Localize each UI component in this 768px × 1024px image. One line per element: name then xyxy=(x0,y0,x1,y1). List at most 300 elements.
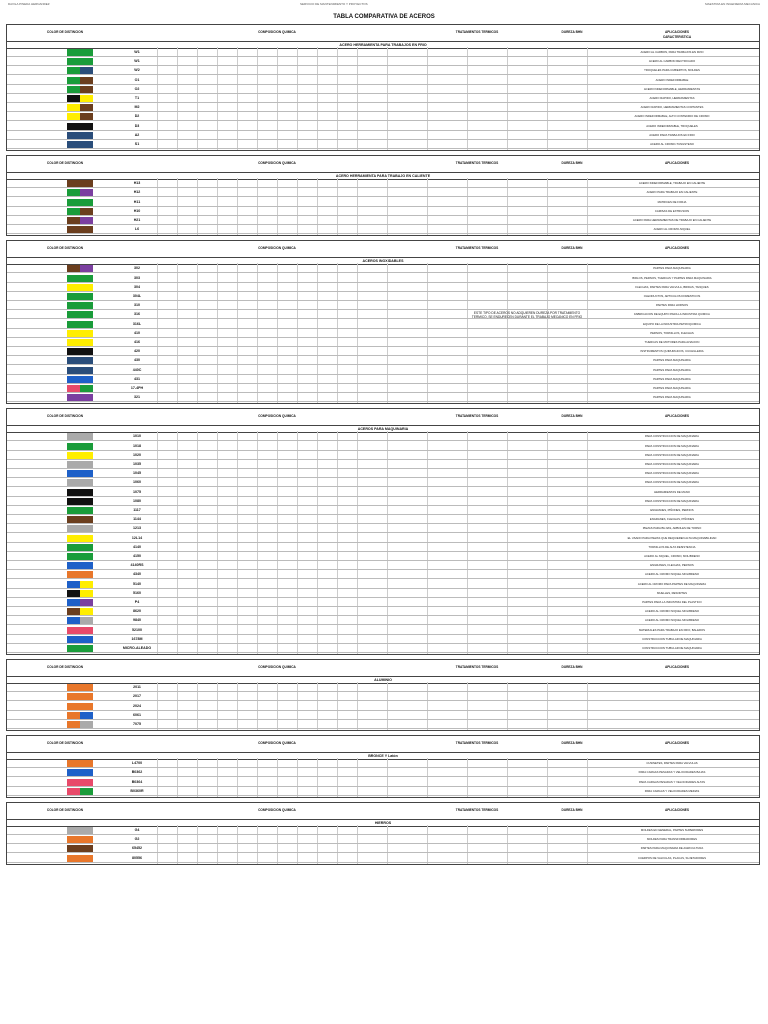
column-header: COLOR DE DISTINCION xyxy=(46,808,84,812)
application-text: FLECHAS, PARTES PARA VALVULA, BRIDAS, TANQUES xyxy=(635,284,709,289)
column-header: APLICACIONES xyxy=(664,665,690,670)
section-title: BRONCE Y Latón xyxy=(7,752,759,760)
steel-code: W2 xyxy=(134,68,140,73)
steel-code: M2 xyxy=(134,105,140,110)
color-swatch xyxy=(80,376,93,383)
color-swatch xyxy=(67,385,80,392)
column-header: COMPOSICION QUIMICA xyxy=(258,665,296,670)
column-header: COLOR DE DISTINCION xyxy=(46,30,84,34)
steel-code: MICRO-ALEADO xyxy=(122,645,152,650)
color-swatch xyxy=(67,113,80,120)
column-header: APLICACIONES xyxy=(664,30,690,34)
table-row xyxy=(7,759,759,768)
steel-code: 310 xyxy=(134,303,140,308)
steel-code: 1213 xyxy=(133,526,141,531)
application-text: PARA CONSTRUCCION DE MAQUINARIA xyxy=(644,452,700,457)
section-table xyxy=(6,802,760,865)
column-header: COLOR DE DISTINCION xyxy=(46,414,84,419)
color-swatch xyxy=(67,293,80,300)
color-swatch xyxy=(67,452,80,459)
application-text: CUSINETES, PARTES PARA VALVULAS xyxy=(646,761,698,766)
table-row xyxy=(7,112,759,121)
color-swatch xyxy=(80,855,93,862)
table-row xyxy=(7,460,759,469)
color-swatch xyxy=(67,321,80,328)
color-swatch xyxy=(80,275,93,282)
color-swatch xyxy=(80,712,93,719)
steel-code: 52100 xyxy=(132,627,142,632)
color-swatch xyxy=(67,284,80,291)
table-row xyxy=(7,292,759,301)
application-text: MATERIALES PARA TRABAJO EN FRIO, BALEROS xyxy=(638,627,706,632)
color-swatch xyxy=(67,376,80,383)
steel-code: 303 xyxy=(134,275,140,280)
color-swatch xyxy=(67,357,80,364)
color-swatch xyxy=(80,836,93,843)
color-swatch xyxy=(67,489,80,496)
color-swatch xyxy=(67,571,80,578)
table-row xyxy=(7,683,759,692)
color-swatch xyxy=(80,49,93,56)
application-text: MUELLES, RESORTES xyxy=(657,590,687,595)
color-swatch xyxy=(80,367,93,374)
table-row xyxy=(7,616,759,625)
color-swatch xyxy=(80,141,93,148)
color-swatch xyxy=(80,608,93,615)
color-swatch xyxy=(67,104,80,111)
steel-code: 2017 xyxy=(133,694,141,699)
column-header: DUREZA BHN xyxy=(561,161,583,166)
column-header: APLICACIONES xyxy=(664,808,690,812)
steel-code: O2 xyxy=(134,86,140,91)
color-swatch xyxy=(80,636,93,643)
steel-code: H12 xyxy=(133,190,141,195)
steel-code: D3 xyxy=(134,123,140,128)
color-swatch xyxy=(80,385,93,392)
steel-code: 1018 xyxy=(133,443,141,448)
table-row xyxy=(7,301,759,310)
color-swatch xyxy=(80,617,93,624)
color-swatch xyxy=(80,645,93,652)
column-header: COMPOSICION QUIMICA xyxy=(258,30,296,34)
application-text: ACERO PARA TRABAJOS EN FRIO xyxy=(649,132,695,137)
column-header: DUREZA BHN xyxy=(561,808,583,812)
application-text: TUERCAS DE MOTORES PARA AVIACION xyxy=(644,339,700,344)
column-header: APLICACIONES xyxy=(664,741,690,746)
color-swatch xyxy=(67,141,80,148)
table-row xyxy=(7,711,759,720)
table-row xyxy=(7,188,759,197)
steel-code: 431 xyxy=(134,376,140,381)
table-row xyxy=(7,131,759,140)
section-title: ACERO HERRAMIENTA PARA TRABAJOS EN FRIO xyxy=(7,41,759,49)
application-text: ACERO PARA TRABAJO EN CALIENTE xyxy=(646,190,698,195)
steel-code: H11 xyxy=(133,199,141,204)
application-text: PARA CONSTRUCCION DE MAQUINARIA xyxy=(644,461,700,466)
application-text: PARTES PARA MAQUINARIA xyxy=(653,358,691,363)
color-swatch xyxy=(80,443,93,450)
color-swatch xyxy=(67,553,80,560)
column-header: COLOR DE DISTINCION xyxy=(46,161,84,166)
color-swatch xyxy=(80,284,93,291)
stainless-note: ESTE TIPO DE ACEROS NO ADQUIEREN DUREZA POR TRATAMIENTO TERMICO, SE ENDURECEN DURANTE EL TRABAJO MECANICO EN FRIO xyxy=(471,311,583,320)
color-swatch xyxy=(67,199,80,206)
steel-code: 6061 xyxy=(133,712,141,717)
table-row xyxy=(7,598,759,607)
color-swatch xyxy=(80,67,93,74)
table-row xyxy=(7,432,759,441)
color-swatch xyxy=(80,339,93,346)
color-swatch xyxy=(67,132,80,139)
steel-code: 4150 xyxy=(133,553,141,558)
color-swatch xyxy=(80,571,93,578)
steel-code: 304L xyxy=(132,293,142,298)
section-title: ACEROS PARA MAQUINARIA xyxy=(7,425,759,433)
application-text: CONSTRUCCION TUBULAR DE MAQUINARIA xyxy=(642,645,702,650)
table-row xyxy=(7,826,759,835)
table-row xyxy=(7,580,759,589)
application-text: PARTES PARA LA INDUSTRIA DEL PLASTICO xyxy=(642,599,702,604)
color-swatch xyxy=(67,433,80,440)
application-text: MATRICES DE FORJA xyxy=(657,199,687,204)
steel-code: 2024 xyxy=(133,703,141,708)
application-text: ACERO RAPIDO, HERRAMIENTAS xyxy=(649,96,695,100)
color-swatch xyxy=(67,77,80,84)
color-swatch xyxy=(80,525,93,532)
steel-code: 7075 xyxy=(133,721,141,726)
table-row xyxy=(7,497,759,506)
application-text: PARA CARGAS PESADAS Y VELOCIDADES BAJAS xyxy=(638,770,706,775)
color-swatch xyxy=(80,180,93,187)
application-text: HERRAMIENTAS DE MANO xyxy=(654,489,690,494)
column-header: COMPOSICION QUIMICA xyxy=(258,741,296,746)
color-swatch xyxy=(67,636,80,643)
color-swatch xyxy=(80,684,93,691)
column-header: TRATAMIENTOS TERMICOS xyxy=(455,741,499,746)
document-title: TABLA COMPARATIVA DE ACEROS xyxy=(333,14,435,20)
color-swatch xyxy=(80,217,93,224)
application-text: PERNOS, TORNILLOS, FLECHAS xyxy=(650,330,694,335)
application-text: ENGRANES, FLECHAS, PIÑONES xyxy=(649,517,695,522)
color-swatch xyxy=(67,275,80,282)
table-row xyxy=(7,393,759,402)
application-text: ACERO AL CROMO NIQUEL MOLIBDENO xyxy=(644,572,700,577)
color-swatch xyxy=(67,311,80,318)
color-swatch xyxy=(80,330,93,337)
steel-code: L4700 xyxy=(131,761,143,766)
color-swatch xyxy=(80,394,93,401)
column-header: TRATAMIENTOS TERMICOS xyxy=(455,414,499,419)
color-swatch xyxy=(67,693,80,700)
application-text: PARA CONSTRUCCION DE MAQUINARIA xyxy=(644,443,700,448)
color-swatch xyxy=(67,712,80,719)
color-swatch xyxy=(67,845,80,852)
color-swatch xyxy=(80,302,93,309)
column-header: APLICACIONES xyxy=(664,414,690,419)
column-header: TRATAMIENTOS TERMICOS xyxy=(455,246,499,251)
column-header: APLICACIONES xyxy=(664,161,690,166)
section-table xyxy=(6,24,760,151)
color-swatch xyxy=(67,608,80,615)
table-row xyxy=(7,122,759,131)
color-swatch xyxy=(67,544,80,551)
table-row xyxy=(7,552,759,561)
color-swatch xyxy=(67,684,80,691)
steel-code: 304 xyxy=(134,284,140,289)
color-swatch xyxy=(67,562,80,569)
color-swatch xyxy=(80,760,93,767)
color-swatch xyxy=(80,769,93,776)
column-header: COMPOSICION QUIMICA xyxy=(258,414,296,419)
color-swatch xyxy=(67,599,80,606)
steel-code: L6 xyxy=(134,227,140,232)
table-row xyxy=(7,515,759,524)
color-swatch xyxy=(67,443,80,450)
table-row xyxy=(7,543,759,552)
column-header: DUREZA BHN xyxy=(561,414,583,419)
table-row xyxy=(7,140,759,149)
table-row xyxy=(7,506,759,515)
column-header: COLOR DE DISTINCION xyxy=(46,246,84,251)
section-title: ACEROS INOXIDABLES xyxy=(7,257,759,265)
application-text: ACERO RAPIDO, HERRAMIENTAS CORTANTES xyxy=(640,105,704,110)
color-swatch xyxy=(80,293,93,300)
steel-code: 4140 xyxy=(133,544,141,549)
steel-code: 12L14 xyxy=(131,535,143,540)
table-row xyxy=(7,607,759,616)
color-swatch xyxy=(67,49,80,56)
application-text: FABRICACION DE EQUIPO PARA LA INDUSTRIA QUIMICA xyxy=(634,312,710,317)
color-swatch xyxy=(80,721,93,728)
table-row xyxy=(7,854,759,863)
table-row xyxy=(7,384,759,393)
application-text: ENGRANES, PIÑONES, PERNOS xyxy=(650,507,694,512)
color-swatch xyxy=(67,217,80,224)
header-left: DAVILA PINEDA HERNANDEZ xyxy=(8,2,50,6)
color-swatch xyxy=(80,507,93,514)
color-swatch xyxy=(80,199,93,206)
table-row xyxy=(7,644,759,653)
steel-code: A2 xyxy=(134,132,140,137)
application-text: PARTES PARA MAQUINARIA xyxy=(653,266,691,271)
color-swatch xyxy=(67,470,80,477)
steel-code: B0360R xyxy=(130,788,144,793)
application-text: PARTES PARA MAQUINARIA xyxy=(653,367,691,372)
color-swatch xyxy=(80,113,93,120)
color-swatch xyxy=(80,562,93,569)
table-row xyxy=(7,85,759,94)
application-text: ACERO AL CROMO NIQUEL MOLIBDENO xyxy=(644,618,700,623)
column-header: TRATAMIENTOS TERMICOS xyxy=(455,808,499,812)
color-swatch xyxy=(67,507,80,514)
table-row xyxy=(7,692,759,701)
header-center: SERVICIO DE MANTENIMIENTO Y PROYECTOS xyxy=(300,2,368,6)
section-title: ALUMINIO xyxy=(7,676,759,684)
color-swatch xyxy=(80,123,93,130)
application-text: PARA CONSTRUCCION DE MAQUINARIA xyxy=(644,434,700,439)
color-swatch xyxy=(67,180,80,187)
color-swatch xyxy=(80,788,93,795)
color-swatch xyxy=(80,479,93,486)
color-swatch xyxy=(67,617,80,624)
table-row xyxy=(7,561,759,570)
column-header: COLOR DE DISTINCION xyxy=(46,665,84,670)
application-text: ACERO INDEFORMABLE, ALTO CONTENIDO DE CROMO xyxy=(634,114,710,119)
steel-code: H21 xyxy=(133,217,141,222)
color-swatch xyxy=(67,836,80,843)
color-swatch xyxy=(80,693,93,700)
application-text: PARA CONSTRUCCION DE MAQUINARIA xyxy=(644,498,700,503)
color-swatch xyxy=(67,827,80,834)
color-swatch xyxy=(67,348,80,355)
application-text: TROQUELES PARA CUBIERTOS, MOLDES xyxy=(644,68,700,73)
color-swatch xyxy=(80,553,93,560)
section-table xyxy=(6,735,760,798)
color-swatch xyxy=(80,208,93,215)
color-swatch xyxy=(67,226,80,233)
steel-code: 4340 xyxy=(133,572,141,577)
color-swatch xyxy=(80,86,93,93)
section-table xyxy=(6,408,760,655)
table-row xyxy=(7,635,759,644)
steel-code: 410 xyxy=(134,330,140,335)
steel-code: B0362 xyxy=(131,770,143,775)
color-swatch xyxy=(80,461,93,468)
color-swatch xyxy=(67,535,80,542)
steel-code: W1 xyxy=(134,50,140,54)
column-header: TRATAMIENTOS TERMICOS xyxy=(455,665,499,670)
table-row xyxy=(7,626,759,635)
steel-code: 316L xyxy=(132,321,142,326)
steel-code: H13 xyxy=(133,181,141,186)
color-swatch xyxy=(67,302,80,309)
color-swatch xyxy=(80,590,93,597)
steel-code: S1 xyxy=(134,142,140,146)
table-row xyxy=(7,778,759,787)
table-row xyxy=(7,264,759,273)
steel-code: W1 xyxy=(134,59,140,64)
color-swatch xyxy=(80,599,93,606)
table-row xyxy=(7,320,759,329)
steel-code: 9840 xyxy=(133,618,141,623)
steel-code: 430 xyxy=(134,358,140,363)
column-header: COMPOSICION QUIMICA xyxy=(258,246,296,251)
table-row xyxy=(7,702,759,711)
color-swatch xyxy=(80,58,93,65)
section-table xyxy=(6,240,760,404)
section-title: HIERROS xyxy=(7,819,759,827)
color-swatch xyxy=(67,339,80,346)
table-row xyxy=(7,103,759,112)
column-header: DUREZA BHN xyxy=(561,741,583,746)
color-swatch xyxy=(67,581,80,588)
steel-code: 4140RS xyxy=(130,563,144,568)
application-text: ACERO INDEFORMABLE xyxy=(655,77,689,82)
table-row xyxy=(7,274,759,283)
table-row xyxy=(7,207,759,216)
application-text: ACERO AL CROMO NIQUEL MOLIBDENO xyxy=(644,609,700,614)
color-swatch xyxy=(67,95,80,102)
table-row xyxy=(7,442,759,451)
steel-code: 1075 xyxy=(133,489,141,494)
steel-code: 416 xyxy=(134,339,140,344)
table-row xyxy=(7,478,759,487)
color-swatch xyxy=(80,132,93,139)
steel-code: 1045 xyxy=(133,471,141,476)
color-swatch xyxy=(67,189,80,196)
color-swatch xyxy=(80,498,93,505)
column-header: COLOR DE DISTINCION xyxy=(46,741,84,746)
application-text: BIRLOS, PERNOS, TUERCAS Y PARTES PARA MAQUINARIA xyxy=(632,275,712,280)
steel-code: 17-4PH xyxy=(130,385,144,390)
steel-code: 420 xyxy=(134,349,140,354)
color-swatch xyxy=(80,265,93,272)
column-header: COMPOSICION QUIMICA xyxy=(258,161,296,166)
steel-code: 1678M xyxy=(131,636,143,641)
color-swatch xyxy=(80,703,93,710)
application-text: PARTES PARA MAQUINARIA xyxy=(653,395,691,400)
color-swatch xyxy=(80,845,93,852)
application-text: PARTES PARA HORNOS xyxy=(655,303,689,308)
color-swatch xyxy=(67,721,80,728)
application-text: EL USADO PARA PIEZAS QUE REQUIEREN ALTA MAQUINABILIDAD xyxy=(627,535,717,540)
color-swatch xyxy=(67,367,80,374)
steel-code: 316 xyxy=(134,312,140,317)
color-swatch xyxy=(67,123,80,130)
section-table xyxy=(6,659,760,731)
application-text: ACERO INDEFORMABLE, TRABAJO EN CALIENTE xyxy=(638,181,706,186)
table-row xyxy=(7,76,759,85)
application-text: CONSTRUCCION TUBULAR DE MAQUINARIA xyxy=(642,636,702,641)
steel-code: O1 xyxy=(134,77,140,82)
table-row xyxy=(7,329,759,338)
steel-code: 8620 xyxy=(133,609,141,614)
application-text: PARTES PARA MAQUINARIA xyxy=(653,385,691,390)
application-text: CUERPOS DE VALVULAS, PLACAS, SUJETADORES xyxy=(638,855,706,860)
color-swatch xyxy=(80,452,93,459)
steel-code: T1 xyxy=(134,96,140,100)
table-row xyxy=(7,524,759,533)
column-header: COMPOSICION QUIMICA xyxy=(258,808,296,812)
steel-code: B0364 xyxy=(131,779,143,784)
steel-code: 1020 xyxy=(133,452,141,457)
application-text: ACERO AL CARBON RECTIFICADO xyxy=(648,59,696,64)
color-swatch xyxy=(80,627,93,634)
steel-code: 1080 xyxy=(133,498,141,503)
application-text: TORNILLOS DE ALTA RESISTENCIA xyxy=(648,544,696,549)
steel-code: 5140 xyxy=(133,581,141,586)
application-text: ACERO PARA HERRAMIENTAS DE TRABAJO EN CALIENTE xyxy=(632,217,712,222)
color-swatch xyxy=(67,525,80,532)
application-text: PIEZAS PARA BUJIAS, ARBOLES DE TORNO xyxy=(642,526,702,531)
steel-code: 1035 xyxy=(133,461,141,466)
color-swatch xyxy=(80,77,93,84)
color-swatch xyxy=(67,760,80,767)
color-swatch xyxy=(67,58,80,65)
column-header: CARACTERISTICA xyxy=(662,35,692,39)
color-swatch xyxy=(80,544,93,551)
application-text: OLEODUCTOS, ARTICULOS DOMESTICOS xyxy=(643,293,701,298)
color-swatch xyxy=(67,788,80,795)
application-text: EQUIPO DE LA INDUSTRIA PETROQUIMICA xyxy=(643,321,701,326)
application-text: CAMISAS DE EXTRUSION xyxy=(654,208,690,213)
table-row xyxy=(7,451,759,460)
color-swatch xyxy=(80,95,93,102)
table-row xyxy=(7,375,759,384)
table-row xyxy=(7,835,759,844)
color-swatch xyxy=(67,769,80,776)
color-swatch xyxy=(80,489,93,496)
